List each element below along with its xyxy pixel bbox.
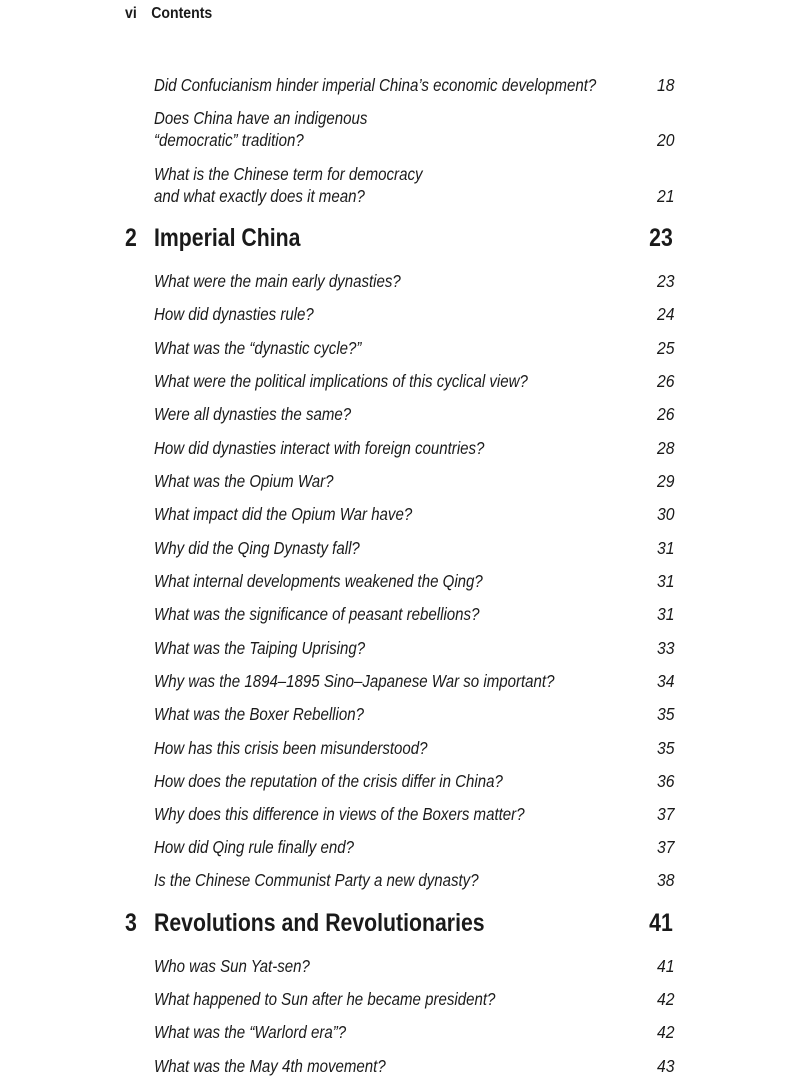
entry-question-line: What were the political implications of this cyclical view? — [154, 371, 528, 391]
entry-question-line: What impact did the Opium War have? — [154, 504, 413, 524]
entry-page-number: 31 — [656, 604, 674, 624]
toc-entry[interactable] — [154, 337, 674, 359]
toc-entry[interactable] — [154, 869, 674, 891]
entry-question-line: Who was Sun Yat-sen? — [154, 956, 310, 976]
entry-question — [154, 270, 636, 292]
entry-question-line: What was the significance of peasant rebellions? — [154, 604, 480, 624]
entry-question-line: What was the “dynastic cycle?” — [154, 338, 362, 358]
entry-question — [154, 74, 636, 96]
toc-entry[interactable] — [154, 703, 674, 725]
entry-page-number: 35 — [656, 704, 674, 724]
entry-question — [154, 1021, 636, 1043]
entry-page-number: 36 — [656, 771, 674, 791]
toc-entry[interactable] — [154, 637, 674, 659]
entry-question — [154, 370, 636, 392]
entry-page-number: 41 — [656, 956, 674, 976]
entry-question-line: What was the Boxer Rebellion? — [154, 704, 364, 724]
entry-page-number: 29 — [656, 471, 674, 491]
toc-entry[interactable] — [154, 403, 674, 425]
entry-question — [154, 803, 636, 825]
entry-question-line: What internal developments weakened the Qing? — [154, 571, 483, 591]
entry-question-line: Why does this difference in views of the Boxers matter? — [154, 804, 525, 824]
entry-question — [154, 637, 636, 659]
entry-page-number: 37 — [656, 837, 674, 857]
entry-question — [154, 670, 636, 692]
entry-question — [154, 703, 636, 725]
entry-question-line: How did dynasties rule? — [154, 304, 314, 324]
toc-entry[interactable] — [154, 570, 674, 592]
entry-question — [154, 163, 636, 207]
entry-page-number: 25 — [656, 338, 674, 358]
entry-page-number: 43 — [656, 1056, 674, 1076]
entry-question-line: “democratic” tradition? — [154, 130, 304, 150]
entry-question — [154, 988, 636, 1010]
toc-entry[interactable] — [154, 470, 674, 492]
entry-question — [154, 537, 636, 559]
entry-question-line: Were all dynasties the same? — [154, 404, 352, 424]
toc-entry[interactable] — [154, 603, 674, 625]
entry-page-number: 24 — [656, 304, 674, 324]
toc-entry[interactable] — [154, 74, 674, 96]
toc-entry[interactable] — [154, 107, 674, 151]
toc-entry[interactable] — [154, 303, 674, 325]
entry-question-line: What were the main early dynasties? — [154, 271, 401, 291]
chapter-title: Imperial China — [154, 224, 301, 252]
entry-question-line: How did Qing rule finally end? — [154, 837, 354, 857]
toc-entry[interactable] — [154, 537, 674, 559]
toc-entry[interactable] — [154, 770, 674, 792]
entry-question — [154, 337, 636, 359]
entry-question — [154, 437, 636, 459]
toc-entry[interactable] — [154, 503, 674, 525]
toc-entry[interactable] — [154, 370, 674, 392]
entry-page-number: 33 — [656, 638, 674, 658]
entry-page-number: 37 — [656, 804, 674, 824]
entry-question — [154, 570, 636, 592]
header-page-number: vi — [125, 5, 137, 22]
entry-question-line: Why was the 1894–1895 Sino–Japanese War so important? — [154, 671, 555, 691]
entry-page-number: 28 — [656, 438, 674, 458]
running-header — [125, 5, 212, 23]
toc-entry[interactable] — [154, 1021, 674, 1043]
chapter-page-number: 41 — [649, 909, 673, 937]
entry-question — [154, 470, 636, 492]
entry-question-line: What was the Opium War? — [154, 471, 334, 491]
entry-question-line: Did Confucianism hinder imperial China’s economic development? — [154, 75, 597, 95]
entry-page-number: 26 — [656, 404, 674, 424]
entry-page-number: 23 — [656, 271, 674, 291]
toc-entry[interactable] — [154, 955, 674, 977]
entry-question — [154, 955, 636, 977]
entry-page-number: 21 — [656, 186, 674, 206]
entry-question-line: How did dynasties interact with foreign countries? — [154, 438, 485, 458]
toc-entry[interactable] — [154, 1055, 674, 1077]
entry-question-line: What is the Chinese term for democracy — [154, 164, 423, 184]
entry-page-number: 18 — [656, 75, 674, 95]
entry-question — [154, 603, 636, 625]
toc-entry[interactable] — [154, 270, 674, 292]
entry-question-line: What was the “Warlord era”? — [154, 1022, 347, 1042]
entry-page-number: 35 — [656, 738, 674, 758]
toc-entry[interactable] — [154, 836, 674, 858]
entry-page-number: 42 — [656, 989, 674, 1009]
entry-page-number: 34 — [656, 671, 674, 691]
entry-question — [154, 403, 636, 425]
entry-page-number: 26 — [656, 371, 674, 391]
entry-question — [154, 1055, 636, 1077]
entry-question — [154, 503, 636, 525]
entry-question — [154, 107, 636, 151]
entry-question — [154, 737, 636, 759]
entry-question — [154, 303, 636, 325]
entry-question-line: Why did the Qing Dynasty fall? — [154, 538, 360, 558]
entry-question-line: What was the Taiping Uprising? — [154, 638, 366, 658]
entry-page-number: 31 — [656, 571, 674, 591]
chapter-number: 3 — [125, 909, 137, 937]
entry-question-line: How has this crisis been misunderstood? — [154, 738, 428, 758]
entry-question — [154, 770, 636, 792]
toc-entry[interactable] — [154, 437, 674, 459]
toc-entry[interactable] — [154, 670, 674, 692]
toc-entry[interactable] — [154, 988, 674, 1010]
entry-page-number: 20 — [656, 130, 674, 150]
entry-page-number: 31 — [656, 538, 674, 558]
entry-question-line: What happened to Sun after he became president? — [154, 989, 496, 1009]
toc-entry[interactable] — [154, 803, 674, 825]
entry-question-line: Does China have an indigenous — [154, 108, 368, 128]
entry-question-line: and what exactly does it mean? — [154, 186, 365, 206]
chapter-number: 2 — [125, 224, 137, 252]
chapter-page-number: 23 — [649, 224, 673, 252]
entry-page-number: 38 — [656, 870, 674, 890]
toc-entry[interactable] — [154, 737, 674, 759]
chapter-title: Revolutions and Revolutionaries — [154, 909, 485, 937]
entry-question-line: Is the Chinese Communist Party a new dynasty? — [154, 870, 479, 890]
entry-question — [154, 836, 636, 858]
header-title: Contents — [151, 5, 213, 22]
entry-question — [154, 869, 636, 891]
toc-entry[interactable] — [154, 163, 674, 207]
entry-question-line: How does the reputation of the crisis differ in China? — [154, 771, 503, 791]
entry-question-line: What was the May 4th movement? — [154, 1056, 386, 1076]
entry-page-number: 42 — [656, 1022, 674, 1042]
entry-page-number: 30 — [656, 504, 674, 524]
